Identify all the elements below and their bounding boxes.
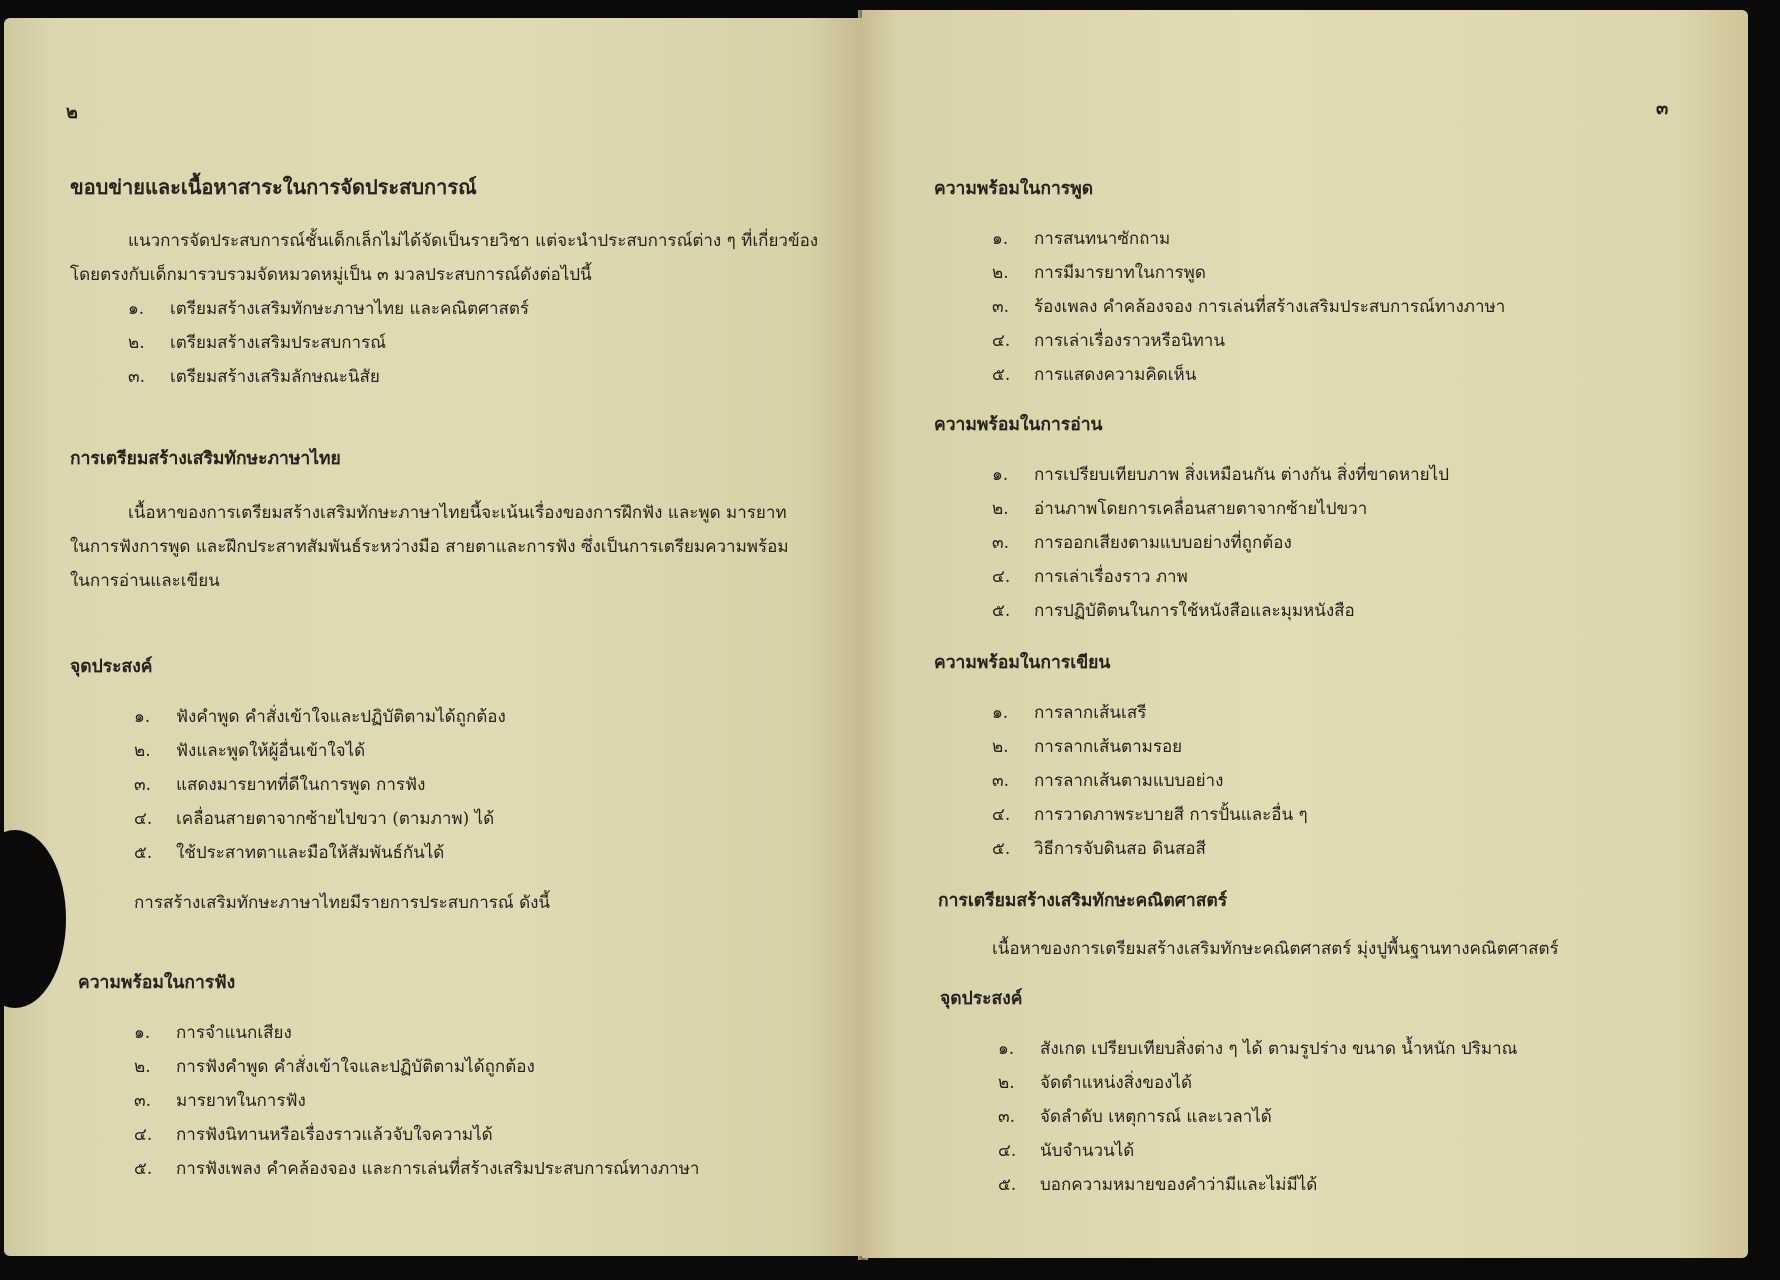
list-item: ๑. การสนทนาซักถาม — [992, 229, 1171, 249]
list-item: ๓. เตรียมสร้างเสริมลักษณะนิสัย — [128, 367, 380, 387]
thai-paragraph-line-2: ในการฟังการพูด และฝึกประสาทสัมพันธ์ระหว่างมือ สายตาและการฟัง ซึ่งเป็นการเตรียมความพร้อม — [70, 537, 789, 557]
writing-heading: ความพร้อมในการเขียน — [934, 653, 1111, 673]
thai-paragraph-line-3: ในการอ่านและเขียน — [70, 571, 220, 591]
speaking-heading: ความพร้อมในการพูด — [934, 179, 1094, 199]
list-item: ๕. ใช้ประสาทตาและมือให้สัมพันธ์กันได้ — [134, 843, 445, 863]
list-item: ๔. การเล่าเรื่องราว ภาพ — [992, 567, 1188, 587]
list-item: ๑. การลากเส้นเสรี — [992, 703, 1147, 723]
section-title: ขอบข่ายและเนื้อหาสาระในการจัดประสบการณ์ — [70, 175, 477, 199]
list-item: ๑. สังเกต เปรียบเทียบสิ่งต่าง ๆ ได้ ตามรูปร่าง ขนาด น้ำหนัก ปริมาณ — [998, 1039, 1518, 1059]
list-item: ๕. การแสดงความคิดเห็น — [992, 365, 1197, 385]
list-item: ๕. บอกความหมายของคำว่ามีและไม่มีได้ — [998, 1175, 1318, 1195]
list-item: ๒. จัดตำแหน่งสิ่งของได้ — [998, 1073, 1193, 1093]
page-number-left: ๒ — [66, 102, 78, 123]
list-item: ๓. แสดงมารยาทที่ดีในการพูด การฟัง — [134, 775, 426, 795]
list-item: ๒. การฟังคำพูด คำสั่งเข้าใจและปฏิบัติตามได้ถูกต้อง — [134, 1057, 535, 1077]
list-item: ๓. ร้องเพลง คำคล้องจอง การเล่นที่สร้างเสริมประสบการณ์ทางภาษา — [992, 297, 1506, 317]
list-item: ๒. การลากเส้นตามรอย — [992, 737, 1183, 757]
objectives-heading: จุดประสงค์ — [70, 657, 153, 677]
thai-paragraph-line-1: เนื้อหาของการเตรียมสร้างเสริมทักษะภาษาไทยนี้จะเน้นเรื่องของการฝึกฟัง และพูด มารยาท — [128, 503, 787, 523]
list-item: ๒. เตรียมสร้างเสริมประสบการณ์ — [128, 333, 386, 353]
math-objectives-heading: จุดประสงค์ — [940, 989, 1023, 1009]
list-item: ๑. ฟังคำพูด คำสั่งเข้าใจและปฏิบัติตามได้ถูกต้อง — [134, 707, 506, 727]
list-item: ๑. การเปรียบเทียบภาพ สิ่งเหมือนกัน ต่างกัน สิ่งที่ขาดหายไป — [992, 465, 1449, 485]
experience-list-intro: การสร้างเสริมทักษะภาษาไทยมีรายการประสบการณ์ ดังนี้ — [134, 893, 551, 913]
intro-line-1: แนวการจัดประสบการณ์ชั้นเด็กเล็กไม่ได้จัดเป็นรายวิชา แต่จะนำประสบการณ์ต่าง ๆ ที่เกี่ยวข้อง — [128, 231, 819, 251]
list-item: ๔. การเล่าเรื่องราวหรือนิทาน — [992, 331, 1225, 351]
list-item: ๓. จัดลำดับ เหตุการณ์ และเวลาได้ — [998, 1107, 1272, 1127]
list-item: ๔. การวาดภาพระบายสี การปั้นและอื่น ๆ — [992, 805, 1308, 825]
list-item: ๕. วิธีการจับดินสอ ดินสอสี — [992, 839, 1206, 859]
list-item: ๔. เคลื่อนสายตาจากซ้ายไปขวา (ตามภาพ) ได้ — [134, 809, 495, 829]
list-item: ๕. การปฏิบัติตนในการใช้หนังสือและมุมหนังสือ — [992, 601, 1355, 621]
thai-skills-heading: การเตรียมสร้างเสริมทักษะภาษาไทย — [70, 449, 341, 469]
page-number-right: ๓ — [1656, 98, 1669, 119]
list-item: ๒. การมีมารยาทในการพูด — [992, 263, 1206, 283]
math-paragraph: เนื้อหาของการเตรียมสร้างเสริมทักษะคณิตศาสตร์ มุ่งปูพื้นฐานทางคณิตศาสตร์ — [992, 939, 1559, 959]
list-item: ๓. การลากเส้นตามแบบอย่าง — [992, 771, 1224, 791]
list-item: ๕. การฟังเพลง คำคล้องจอง และการเล่นที่สร้างเสริมประสบการณ์ทางภาษา — [134, 1159, 700, 1179]
list-item: ๓. การออกเสียงตามแบบอย่างที่ถูกต้อง — [992, 533, 1292, 553]
list-item: ๔. การฟังนิทานหรือเรื่องราวแล้วจับใจความได้ — [134, 1125, 493, 1145]
reading-heading: ความพร้อมในการอ่าน — [934, 415, 1103, 435]
list-item: ๒. ฟังและพูดให้ผู้อื่นเข้าใจได้ — [134, 741, 366, 761]
left-page — [4, 18, 868, 1256]
binding-hole — [4, 830, 66, 1008]
list-item: ๒. อ่านภาพโดยการเคลื่อนสายตาจากซ้ายไปขวา — [992, 499, 1368, 519]
math-skills-heading: การเตรียมสร้างเสริมทักษะคณิตศาสตร์ — [938, 891, 1228, 911]
intro-line-2: โดยตรงกับเด็กมารวบรวมจัดหมวดหมู่เป็น ๓ มวลประสบการณ์ดังต่อไปนี้ — [70, 265, 592, 285]
list-item: ๑. การจำแนกเสียง — [134, 1023, 292, 1043]
list-item: ๔. นับจำนวนได้ — [998, 1141, 1135, 1161]
list-item: ๓. มารยาทในการฟัง — [134, 1091, 306, 1111]
listening-heading: ความพร้อมในการฟัง — [78, 973, 236, 993]
list-item: ๑. เตรียมสร้างเสริมทักษะภาษาไทย และคณิตศาสตร์ — [128, 299, 530, 319]
right-page — [862, 10, 1748, 1258]
